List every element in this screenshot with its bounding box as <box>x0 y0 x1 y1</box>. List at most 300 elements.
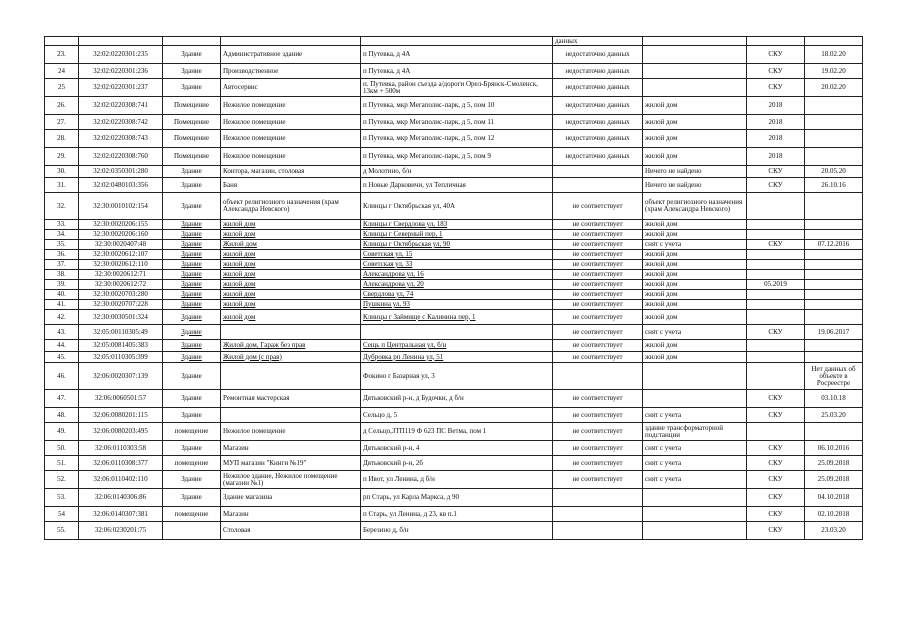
cell-type <box>163 522 221 540</box>
cell-year: 2018 <box>747 115 805 130</box>
cell-purpose: жилой дом <box>643 352 747 363</box>
cell-purpose: снят с учета <box>643 456 747 471</box>
cell-name: Ремонтная мастерская <box>221 390 361 408</box>
cell-year: СКУ <box>747 408 805 423</box>
table-row <box>45 507 863 522</box>
cell-n: 29. <box>45 148 79 166</box>
table-row <box>45 37 863 46</box>
cell-date <box>805 193 863 220</box>
cell-status <box>553 166 643 178</box>
cell-status: недостаточно данных <box>553 64 643 79</box>
cell-addr: п. Путевка, район съезда а/дороги Орел-Брянск-Смоленск, 13км + 500м <box>361 79 553 97</box>
cell-date <box>805 280 863 290</box>
cell-name: жилой дом <box>221 280 361 290</box>
cell-name: Жилой дом <box>221 240 361 250</box>
cell-addr: Советская ул, 33 <box>361 260 553 270</box>
cell-date: 06.10.2016 <box>805 441 863 456</box>
cell-type: Здание <box>163 441 221 456</box>
cell-n: 26. <box>45 97 79 115</box>
cell-year <box>747 290 805 300</box>
cell-cad: 32:02:0220301:235 <box>79 46 163 64</box>
cell-purpose: жилой дом <box>643 130 747 148</box>
table-row <box>45 79 863 97</box>
cell-n: 46. <box>45 363 79 390</box>
cell-name: МУП магазин "Книги №19" <box>221 456 361 471</box>
cell-date: 20.02.20 <box>805 79 863 97</box>
cell-cad: 32:30:0020206:155 <box>79 220 163 230</box>
cell-type: Здание <box>163 340 221 352</box>
cell-cad: 32:30:0020407:48 <box>79 240 163 250</box>
cell-date <box>805 270 863 280</box>
cell-name: Столовая <box>221 522 361 540</box>
cell-name <box>221 363 361 390</box>
cell-type: помещение <box>163 423 221 441</box>
cell-year: СКУ <box>747 178 805 193</box>
cell-n: 33. <box>45 220 79 230</box>
cell-addr: д Сельцо,ЗТП119 Ф 623 ПС Ветма, пом 1 <box>361 423 553 441</box>
cell-purpose: Ничего не найдено <box>643 166 747 178</box>
cell-n: 45. <box>45 352 79 363</box>
cell-year: СКУ <box>747 456 805 471</box>
table-row <box>45 310 863 325</box>
cell-addr: Советская ул, 15 <box>361 250 553 260</box>
cell-n: 37. <box>45 260 79 270</box>
table-row <box>45 46 863 64</box>
cell-date: 25.09.2018 <box>805 471 863 489</box>
cell-type: Помещение <box>163 148 221 166</box>
cell-cad: 32:02:0220308:742 <box>79 115 163 130</box>
cell-year <box>747 250 805 260</box>
cell-purpose <box>643 363 747 390</box>
cell-type: Здание <box>163 489 221 507</box>
cell-date <box>805 300 863 310</box>
cell-date: 03.10.18 <box>805 390 863 408</box>
cell-status: недостаточно данных <box>553 148 643 166</box>
cell-date: 26.10.16 <box>805 178 863 193</box>
cell-date: 25.09.2018 <box>805 456 863 471</box>
cell-date <box>805 260 863 270</box>
cell-addr: Клинцы г Свердлова ул, 183 <box>361 220 553 230</box>
cell-purpose: объект религиозного назначения (храм Александра Невского) <box>643 193 747 220</box>
cell-status <box>553 507 643 522</box>
cell-year <box>747 220 805 230</box>
cell-year <box>747 423 805 441</box>
cell-year: СКУ <box>747 507 805 522</box>
cell-n: 30. <box>45 166 79 178</box>
cell-name: жилой дом <box>221 260 361 270</box>
cell-status: не соответствует <box>553 408 643 423</box>
cell-date: 18.02.20 <box>805 46 863 64</box>
cell-cad: 32:30:0020612:110 <box>79 260 163 270</box>
cell-addr: п Путевка, мкр Мегаполис-парк, д 5, пом 12 <box>361 130 553 148</box>
cell-cad: 32:02:0220308:743 <box>79 130 163 148</box>
cell-cad: 32:06:0140306:86 <box>79 489 163 507</box>
cell-purpose: Ничего не найдено <box>643 178 747 193</box>
cell-cad: 32:06:0230201:75 <box>79 522 163 540</box>
cell-date <box>805 290 863 300</box>
cell-n: 32. <box>45 193 79 220</box>
cell-status: не соответствует <box>553 270 643 280</box>
cell-name: Нежилое здание, Нежилое помещение (магазин №1) <box>221 471 361 489</box>
cell-year <box>747 270 805 280</box>
cell-n: 35. <box>45 240 79 250</box>
cell-cad: 32:30:0020612:72 <box>79 280 163 290</box>
cell-cad: 32:06:0110308:377 <box>79 456 163 471</box>
cell-purpose: снят с учета <box>643 471 747 489</box>
cell-status: не соответствует <box>553 352 643 363</box>
cell-date <box>805 250 863 260</box>
cell-cad: 32:30:0020612:107 <box>79 250 163 260</box>
cell-date: 19.02.20 <box>805 64 863 79</box>
table-row <box>45 64 863 79</box>
cell-n: 38. <box>45 270 79 280</box>
cell-status: не соответствует <box>553 250 643 260</box>
cell-date <box>805 352 863 363</box>
cell-purpose: здание трансформаторной подстанции <box>643 423 747 441</box>
table-row <box>45 178 863 193</box>
cell-year: 2018 <box>747 130 805 148</box>
cell-name: Здание магазина <box>221 489 361 507</box>
cell-cad: 32:30:0020707:228 <box>79 300 163 310</box>
table-row <box>45 300 863 310</box>
cell-purpose: жилой дом <box>643 97 747 115</box>
cell-type: Здание <box>163 352 221 363</box>
cell-date: 04.10.2018 <box>805 489 863 507</box>
table-row <box>45 471 863 489</box>
cell-addr: Александрова ул, 16 <box>361 270 553 280</box>
cell-addr: Сельцо д, 5 <box>361 408 553 423</box>
cell-status: не соответствует <box>553 240 643 250</box>
cell-status: не соответствует <box>553 423 643 441</box>
cell-name: жилой дом <box>221 310 361 325</box>
cell-addr: п Путевка, д 4А <box>361 64 553 79</box>
cell-name: Баня <box>221 178 361 193</box>
cell-date: 07.12.2016 <box>805 240 863 250</box>
cell-n: 41. <box>45 300 79 310</box>
cell-name: объект религиозного назначения (храм Александра Невского) <box>221 193 361 220</box>
cell-status <box>553 522 643 540</box>
cell-name: жилой дом <box>221 220 361 230</box>
cell-addr: п Путевка, мкр Мегаполис-парк, д 5, пом 10 <box>361 97 553 115</box>
cell-cad: 32:30:0020612:71 <box>79 270 163 280</box>
table-row <box>45 148 863 166</box>
cell-date <box>805 220 863 230</box>
cell-status: не соответствует <box>553 220 643 230</box>
property-table <box>44 36 863 540</box>
cell <box>361 37 553 46</box>
cell-addr: п Старь, ул Ленина, д 23, кв п.1 <box>361 507 553 522</box>
cell <box>163 37 221 46</box>
cell-purpose <box>643 489 747 507</box>
cell-name: Автосервис <box>221 79 361 97</box>
cell-cad: 32:30:0010102:154 <box>79 193 163 220</box>
cell-addr: Клинцы г Октябрьская ул, 40А <box>361 193 553 220</box>
cell-cad: 32:05:0081405:383 <box>79 340 163 352</box>
cell-purpose: жилой дом <box>643 300 747 310</box>
cell-status <box>553 178 643 193</box>
cell-type: Здание <box>163 325 221 340</box>
cell-n: 43. <box>45 325 79 340</box>
cell-year <box>747 193 805 220</box>
cell-purpose <box>643 79 747 97</box>
cell-n: 47. <box>45 390 79 408</box>
cell-name: жилой дом <box>221 290 361 300</box>
cell-type: Здание <box>163 270 221 280</box>
cell <box>747 37 805 46</box>
cell-status <box>553 363 643 390</box>
cell-type: Здание <box>163 64 221 79</box>
cell-n: 31. <box>45 178 79 193</box>
cell-year <box>747 260 805 270</box>
table-row <box>45 97 863 115</box>
cell-type: Помещение <box>163 115 221 130</box>
cell-n: 44. <box>45 340 79 352</box>
cell-purpose: снят с учета <box>643 325 747 340</box>
cell-addr: рп Старь, ул Карла Маркса, д 90 <box>361 489 553 507</box>
cell-type: Здание <box>163 363 221 390</box>
cell-purpose: жилой дом <box>643 148 747 166</box>
cell-name: Жилой дом (с прав) <box>221 352 361 363</box>
cell-date: 23.03.20 <box>805 522 863 540</box>
cell-addr: Клинцы г Северный пер, 1 <box>361 230 553 240</box>
cell-cad: 32:06:0080203:495 <box>79 423 163 441</box>
cell-cad: 32:02:0220308:741 <box>79 97 163 115</box>
cell-date <box>805 148 863 166</box>
cell-date: 19.06.2017 <box>805 325 863 340</box>
cell-n: 55. <box>45 522 79 540</box>
cell-status: не соответствует <box>553 441 643 456</box>
cell-addr: п Путевка, мкр Мегаполис-парк, д 5, пом 11 <box>361 115 553 130</box>
cell-name: жилой дом <box>221 230 361 240</box>
cell-type: Здание <box>163 300 221 310</box>
cell-year: 2018 <box>747 97 805 115</box>
cell-year: 2018 <box>747 148 805 166</box>
cell-cad: 32:30:0020206:160 <box>79 230 163 240</box>
cell-year: СКУ <box>747 64 805 79</box>
cell-status: недостаточно данных <box>553 130 643 148</box>
cell-year: СКУ <box>747 489 805 507</box>
cell-addr: Клинцы г Займище с Калинина пер, 1 <box>361 310 553 325</box>
cell-n: 34. <box>45 230 79 240</box>
cell-name: Нежилое помещение <box>221 115 361 130</box>
cell-purpose: снят с учета <box>643 441 747 456</box>
cell-n: 54 <box>45 507 79 522</box>
cell-purpose: жилой дом <box>643 310 747 325</box>
cell-addr: Свердлова ул, 74 <box>361 290 553 300</box>
cell-date <box>805 423 863 441</box>
cell-year: СКУ <box>747 441 805 456</box>
cell-date: 25.03.20 <box>805 408 863 423</box>
cell-purpose <box>643 46 747 64</box>
table-row <box>45 441 863 456</box>
table-row <box>45 166 863 178</box>
table-row <box>45 250 863 260</box>
cell-name <box>221 408 361 423</box>
table-row <box>45 456 863 471</box>
cell-name <box>221 325 361 340</box>
cell <box>805 37 863 46</box>
cell-type: Здание <box>163 46 221 64</box>
cell-type: Здание <box>163 280 221 290</box>
cell-type: Здание <box>163 390 221 408</box>
cell-cad: 32:02:0220301:236 <box>79 64 163 79</box>
table-row <box>45 290 863 300</box>
cell-addr: Сещь п Центральная ул, б/н <box>361 340 553 352</box>
cell-addr: Пушкина ул, 93 <box>361 300 553 310</box>
cell-addr: Александрова ул, 20 <box>361 280 553 290</box>
cell-addr <box>361 325 553 340</box>
cell-status: не соответствует <box>553 390 643 408</box>
cell-name: Магазин <box>221 507 361 522</box>
document-sheet <box>44 36 862 540</box>
cell-purpose: жилой дом <box>643 280 747 290</box>
cell-type: Здание <box>163 230 221 240</box>
cell-type: Здание <box>163 220 221 230</box>
cell-year: СКУ <box>747 166 805 178</box>
cell-purpose: снят с учета <box>643 240 747 250</box>
cell-date: Нет данных об объекте в Росреестре <box>805 363 863 390</box>
cell-cad: 32:05:00110305:49 <box>79 325 163 340</box>
cell-status: недостаточно данных <box>553 79 643 97</box>
cell-type: помещение <box>163 507 221 522</box>
cell-cad: 32:30:0030501:324 <box>79 310 163 325</box>
table-row <box>45 240 863 250</box>
cell-addr: п Путевка, д 4А <box>361 46 553 64</box>
cell-name: Магазин <box>221 441 361 456</box>
cell-cad: 32:05:0110305:399 <box>79 352 163 363</box>
table-row <box>45 130 863 148</box>
table-row <box>45 115 863 130</box>
cell-year: СКУ <box>747 471 805 489</box>
cell-type: Здание <box>163 310 221 325</box>
cell-addr: Дятьковский р-н, 2б <box>361 456 553 471</box>
cell-purpose: жилой дом <box>643 290 747 300</box>
cell <box>221 37 361 46</box>
table-row <box>45 390 863 408</box>
cell-type: Здание <box>163 166 221 178</box>
cell-n: 48. <box>45 408 79 423</box>
cell-addr: Дубровка рп Ленина ул, 51 <box>361 352 553 363</box>
cell-purpose <box>643 64 747 79</box>
cell-status: недостаточно данных <box>553 97 643 115</box>
table-row <box>45 280 863 290</box>
cell-n: 28. <box>45 130 79 148</box>
cell-type: Помещение <box>163 97 221 115</box>
table-row <box>45 193 863 220</box>
cell-cad: 32:06:0140307:381 <box>79 507 163 522</box>
cell-name: Административное здание <box>221 46 361 64</box>
cell-purpose: жилой дом <box>643 115 747 130</box>
cell-name: Нежилое помещение <box>221 130 361 148</box>
cell-purpose: жилой дом <box>643 220 747 230</box>
cell-status: не соответствует <box>553 325 643 340</box>
cell-n: 40. <box>45 290 79 300</box>
cell-cad: 32:02:0480103:356 <box>79 178 163 193</box>
cell-n: 27. <box>45 115 79 130</box>
cell-name: жилой дом <box>221 300 361 310</box>
cell-purpose: жилой дом <box>643 270 747 280</box>
cell-date <box>805 97 863 115</box>
cell-status: не соответствует <box>553 280 643 290</box>
cell-type: Здание <box>163 193 221 220</box>
cell-status: не соответствует <box>553 230 643 240</box>
cell-purpose: жилой дом <box>643 260 747 270</box>
cell-year <box>747 363 805 390</box>
cell-cad: 32:02:0220301:237 <box>79 79 163 97</box>
cell-cad: 32:06:0080201:115 <box>79 408 163 423</box>
table-row <box>45 423 863 441</box>
cell-n: 50. <box>45 441 79 456</box>
cell-status: не соответствует <box>553 193 643 220</box>
cell-purpose <box>643 507 747 522</box>
table-row <box>45 489 863 507</box>
cell-purpose: жилой дом <box>643 340 747 352</box>
cell-addr: п Новые Дарковичи, ул Тепличная <box>361 178 553 193</box>
cell-year <box>747 230 805 240</box>
cell-status: недостаточно данных <box>553 46 643 64</box>
cell-purpose <box>643 390 747 408</box>
cell-cad: 32:02:0220308:760 <box>79 148 163 166</box>
cell-name: Жилой дом, Гараж без прав <box>221 340 361 352</box>
cell-purpose: жилой дом <box>643 250 747 260</box>
table-row <box>45 325 863 340</box>
cell-status: не соответствует <box>553 471 643 489</box>
cell-status: недостаточно данных <box>553 115 643 130</box>
cell-year <box>747 352 805 363</box>
cell-purpose <box>643 522 747 540</box>
cell-date: 02.10.2018 <box>805 507 863 522</box>
cell-cad: 32:06:0110402:110 <box>79 471 163 489</box>
cell-type: Здание <box>163 178 221 193</box>
cell <box>79 37 163 46</box>
cell-n: 25 <box>45 79 79 97</box>
cell-name: Производственное <box>221 64 361 79</box>
table-row <box>45 352 863 363</box>
cell-purpose: снят с учета <box>643 408 747 423</box>
table-row <box>45 363 863 390</box>
cell-year <box>747 300 805 310</box>
cell <box>45 37 79 46</box>
cell-type: Здание <box>163 79 221 97</box>
cell-n: 52. <box>45 471 79 489</box>
cell-name: Нежилое помещение <box>221 148 361 166</box>
cell-status: не соответствует <box>553 300 643 310</box>
cell-addr: Фокино г Базарная ул, 3 <box>361 363 553 390</box>
cell-type: помещение <box>163 456 221 471</box>
cell-n: 39. <box>45 280 79 290</box>
cell-year <box>747 310 805 325</box>
cell-year: СКУ <box>747 390 805 408</box>
table-row <box>45 270 863 280</box>
cell-name: жилой дом <box>221 270 361 280</box>
cell-cad: 32:06:0110303:58 <box>79 441 163 456</box>
cell-addr: п Ивот, ул Ленина, д б/н <box>361 471 553 489</box>
table-body <box>45 37 863 540</box>
cell <box>643 37 747 46</box>
cell-addr: п Путевка, мкр Мегаполис-парк, д 5, пом 9 <box>361 148 553 166</box>
cell-type: Помещение <box>163 130 221 148</box>
cell-n: 49. <box>45 423 79 441</box>
cell-cad: 32:06:0060501:57 <box>79 390 163 408</box>
cell-addr: д Молотино, б/н <box>361 166 553 178</box>
table-row <box>45 260 863 270</box>
cell-status: не соответствует <box>553 260 643 270</box>
cell-name: Контора, магазин, столовая <box>221 166 361 178</box>
cell-date <box>805 130 863 148</box>
cell-date <box>805 115 863 130</box>
cell-status: не соответствует <box>553 290 643 300</box>
cell-date <box>805 340 863 352</box>
